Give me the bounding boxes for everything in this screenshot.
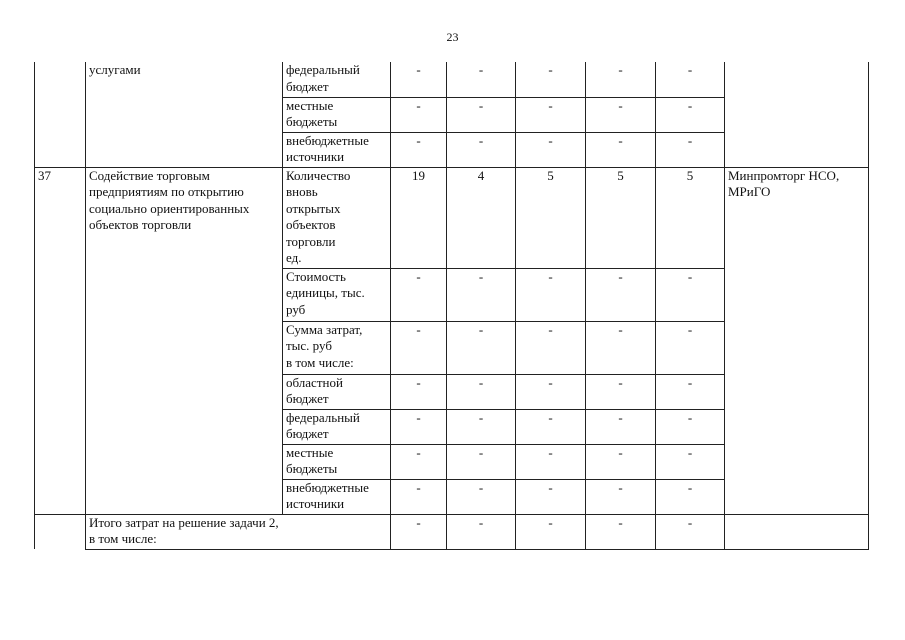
cell-value: - xyxy=(447,62,516,97)
cell-value: - xyxy=(656,514,725,549)
page-number: 23 xyxy=(446,30,459,44)
cell-value: - xyxy=(586,62,656,97)
cell-value: - xyxy=(516,321,586,374)
cell-indicator: местные бюджеты xyxy=(283,97,391,132)
cell-value: - xyxy=(656,409,725,444)
cell-value: - xyxy=(586,268,656,321)
table-row xyxy=(35,167,869,268)
cell-indicator: Количество вновь открытых объектов торговли ед. xyxy=(283,167,391,268)
cell-value: 4 xyxy=(447,167,516,268)
cell-value: - xyxy=(586,374,656,409)
cell-value: - xyxy=(656,268,725,321)
cell-value: - xyxy=(447,321,516,374)
cell-value: - xyxy=(391,479,447,514)
cell-value: - xyxy=(656,97,725,132)
cell-value: 5 xyxy=(586,167,656,268)
cell-value: - xyxy=(586,514,656,549)
cell-value: - xyxy=(447,514,516,549)
cell-value: - xyxy=(391,374,447,409)
cell-value: - xyxy=(391,97,447,132)
cell-value: - xyxy=(656,321,725,374)
cell-value: - xyxy=(447,374,516,409)
cell-value: - xyxy=(391,268,447,321)
cell-value: 19 xyxy=(391,167,447,268)
cell-value: - xyxy=(391,321,447,374)
cell-value: - xyxy=(391,444,447,479)
cell-value: - xyxy=(516,444,586,479)
cell-value: - xyxy=(516,268,586,321)
cell-value: 5 xyxy=(516,167,586,268)
cell-value: - xyxy=(516,132,586,167)
program-table xyxy=(34,62,869,550)
cell-number: 37 xyxy=(35,167,86,514)
cell-value: - xyxy=(391,514,447,549)
cell-value: - xyxy=(586,97,656,132)
cell-indicator: федеральный бюджет xyxy=(283,409,391,444)
cell-value: - xyxy=(447,97,516,132)
cell-indicator: местные бюджеты xyxy=(283,444,391,479)
cell-indicator: внебюджетные источники xyxy=(283,132,391,167)
cell-value: - xyxy=(516,479,586,514)
cell-value: - xyxy=(391,132,447,167)
cell-value: - xyxy=(586,444,656,479)
cell-value: - xyxy=(447,268,516,321)
cell-total-label: Итого затрат на решение задачи 2, в том числе: xyxy=(86,514,391,549)
cell-event-name: услугами xyxy=(86,62,283,167)
table-row xyxy=(35,514,869,549)
cell-value: - xyxy=(656,62,725,97)
cell-value: - xyxy=(586,409,656,444)
cell-executor xyxy=(725,514,869,549)
cell-value: - xyxy=(586,321,656,374)
cell-value: - xyxy=(516,514,586,549)
cell-value: - xyxy=(447,479,516,514)
cell-value: - xyxy=(447,409,516,444)
cell-indicator: внебюджетные источники xyxy=(283,479,391,514)
cell-value: - xyxy=(656,479,725,514)
cell-value: - xyxy=(656,374,725,409)
cell-value: - xyxy=(656,444,725,479)
table-row xyxy=(35,62,869,97)
cell-value: - xyxy=(586,479,656,514)
cell-value: - xyxy=(586,132,656,167)
cell-value: - xyxy=(447,444,516,479)
cell-indicator: Сумма затрат, тыс. руб в том числе: xyxy=(283,321,391,374)
cell-value: - xyxy=(391,62,447,97)
cell-indicator: Стоимость единицы, тыс. руб xyxy=(283,268,391,321)
cell-number xyxy=(35,62,86,167)
cell-executor: Минпромторг НСО, МРиГО xyxy=(725,167,869,514)
cell-value: - xyxy=(516,409,586,444)
cell-event-name: Содействие торговым предприятиям по открытию социально ориентированных объектов торговли xyxy=(86,167,283,514)
cell-value: - xyxy=(447,132,516,167)
cell-value: - xyxy=(516,97,586,132)
cell-value: - xyxy=(516,374,586,409)
cell-indicator: областной бюджет xyxy=(283,374,391,409)
cell-value: 5 xyxy=(656,167,725,268)
cell-value: - xyxy=(516,62,586,97)
cell-value: - xyxy=(391,409,447,444)
cell-executor xyxy=(725,62,869,167)
cell-value: - xyxy=(656,132,725,167)
cell-indicator: федеральный бюджет xyxy=(283,62,391,97)
cell-number xyxy=(35,514,86,549)
